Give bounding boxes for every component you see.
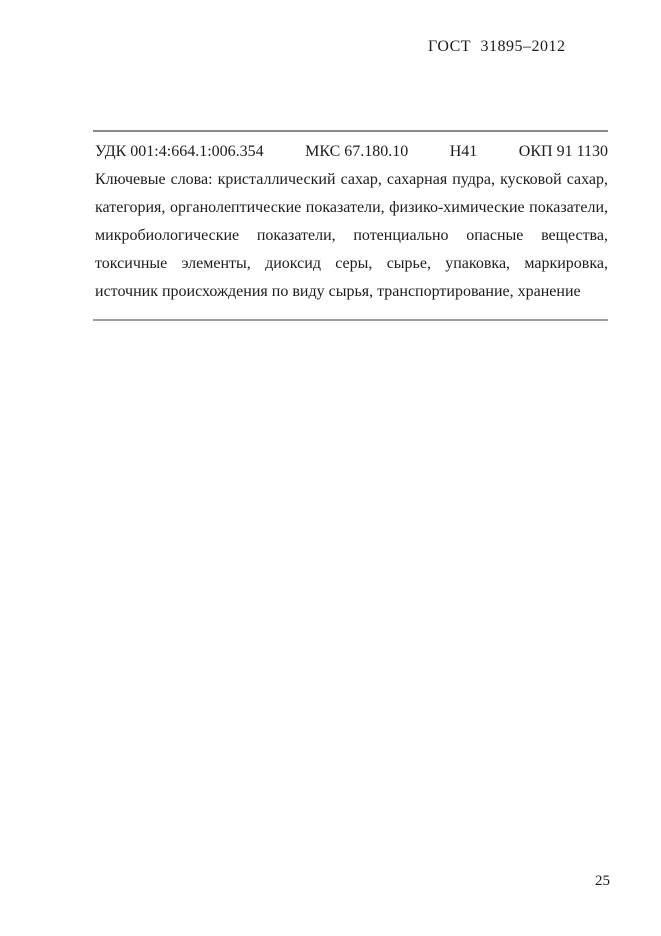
udk-code: УДК 001:4:664.1:006.354 [95,143,264,160]
top-divider-rule [93,130,608,132]
keywords-paragraph: Ключевые слова: кристаллический сахар, сахарная пудра, кусковой сахар, категория, органолептические показатели, физико-химические показатели, микробиологические показатели, потенциально опасные вещества, токсичные элементы, диоксид серы, сырье, упаковка, маркировка, источник происхождения по виду сырья, транспортирование, хранение [95,171,608,300]
classifier-code: Н41 [449,143,478,160]
bottom-divider-rule [93,319,608,321]
mks-code: МКС 67.180.10 [305,143,409,160]
standard-designation-header: ГОСТ 31895–2012 [428,38,566,55]
okp-code: ОКП 91 1130 [518,143,608,160]
classification-codes-row [95,143,608,161]
page-number: 25 [595,873,610,889]
